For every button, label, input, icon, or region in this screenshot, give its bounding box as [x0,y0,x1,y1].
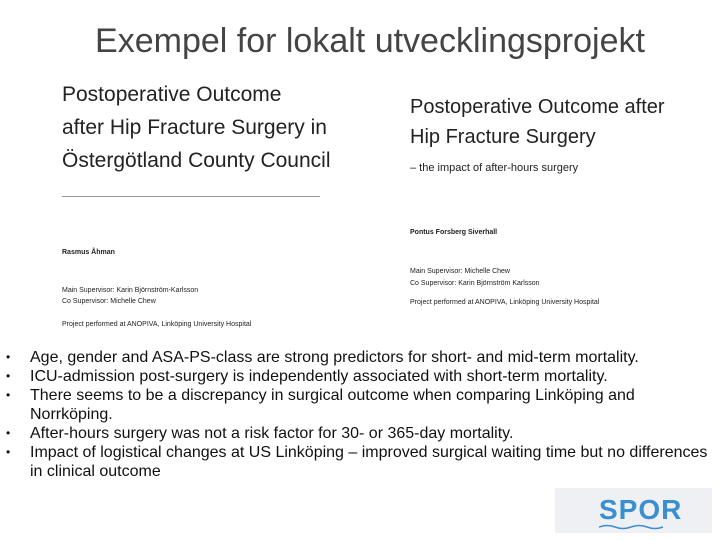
spor-logo-text: SPOR [599,494,683,525]
spor-logo [555,488,712,533]
thesis-cover-right [410,92,710,174]
cover-left-main-supervisor: Main Supervisor: Karin Björnström-Karlsson [62,287,199,294]
finding-item: • ICU-admission post-surgery is independently associated with short-term mortality. [0,367,720,386]
cover-right-title: Postoperative Outcome after Hip Fracture Surgery [410,96,665,148]
finding-item: • Impact of logistical changes at US Linköping – improved surgical waiting time but no differences in clinical outcome [0,443,720,481]
cover-right-main-supervisor: Main Supervisor: Michelle Chew [410,268,510,275]
cover-right-author: Pontus Forsberg Siverhall [410,229,498,236]
cover-left-title: Postoperative Outcome after Hip Fracture Surgery in Östergötland County Council [62,83,331,172]
cover-right-project: Project performed at ANOPIVA, Linköping University Hospital [410,299,600,306]
cover-left-divider [62,196,320,197]
finding-item: • There seems to be a discrepancy in surgical outcome when comparing Linköping and Norrköping. [0,386,720,424]
cover-right-subtitle: – the impact of after-hours surgery [410,162,579,174]
cover-left-project: Project performed at ANOPIVA, Linköping University Hospital [62,321,252,328]
finding-item: • Age, gender and ASA-PS-class are strong predictors for short- and mid-term mortality. [0,348,720,367]
cover-left-co-supervisor: Co Supervisor: Michelle Chew [62,298,156,305]
finding-item: • After-hours surgery was not a risk factor for 30- or 365-day mortality. [0,424,720,443]
findings-list [0,348,720,481]
slide-title: Exempel for lokalt utvecklingsprojekt [95,22,645,60]
cover-right-co-supervisor: Co Supervisor: Karin Björnström Karlsson [410,280,540,287]
logo-wave-icon [599,524,669,530]
cover-left-author: Rasmus Åhman [62,249,115,256]
thesis-cover-left [62,78,362,177]
